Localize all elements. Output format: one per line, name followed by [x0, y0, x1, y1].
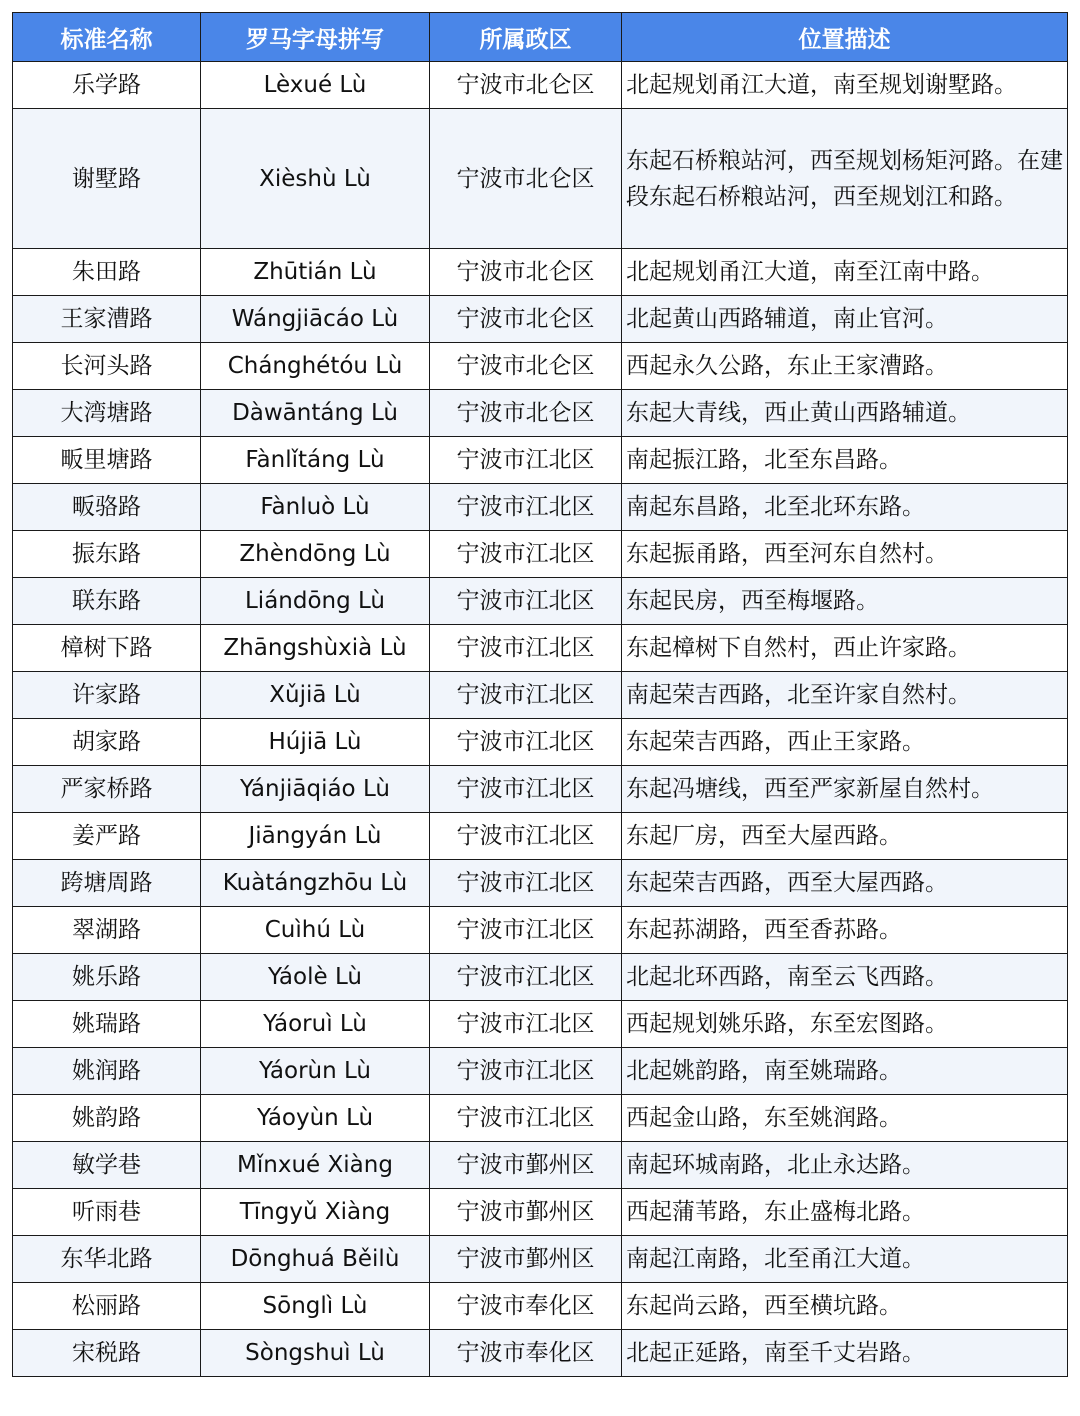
cell-standard-name[interactable]: 姚乐路: [13, 954, 201, 1001]
table-row: [13, 954, 1068, 1001]
column-header-roman-spelling[interactable]: 罗马字母拼写: [201, 13, 430, 62]
cell-district[interactable]: 宁波市江北区: [430, 813, 622, 860]
cell-roman-spelling[interactable]: Dàwāntáng Lù: [201, 390, 430, 437]
cell-district[interactable]: 宁波市江北区: [430, 625, 622, 672]
cell-standard-name[interactable]: 东华北路: [13, 1236, 201, 1283]
cell-location[interactable]: 东起民房，西至梅堰路。: [622, 578, 1068, 625]
table-row: [13, 343, 1068, 390]
cell-roman-spelling[interactable]: Zhèndōng Lù: [201, 531, 430, 578]
cell-district[interactable]: 宁波市鄞州区: [430, 1142, 622, 1189]
cell-roman-spelling[interactable]: Cuìhú Lù: [201, 907, 430, 954]
cell-roman-spelling[interactable]: Dōnghuá Běilù: [201, 1236, 430, 1283]
cell-roman-spelling[interactable]: Yánjiāqiáo Lù: [201, 766, 430, 813]
cell-roman-spelling[interactable]: Yáorùn Lù: [201, 1048, 430, 1095]
cell-standard-name[interactable]: 畈骆路: [13, 484, 201, 531]
cell-roman-spelling[interactable]: Fànlǐtáng Lù: [201, 437, 430, 484]
cell-district[interactable]: 宁波市江北区: [430, 907, 622, 954]
table-row: [13, 1048, 1068, 1095]
cell-district[interactable]: 宁波市奉化区: [430, 1330, 622, 1377]
cell-location[interactable]: 西起金山路，东至姚润路。: [622, 1095, 1068, 1142]
cell-roman-spelling[interactable]: Lèxué Lù: [201, 62, 430, 109]
table-row: [13, 1001, 1068, 1048]
cell-district[interactable]: 宁波市江北区: [430, 672, 622, 719]
cell-roman-spelling[interactable]: Tīngyǔ Xiàng: [201, 1189, 430, 1236]
table-row: [13, 672, 1068, 719]
cell-district[interactable]: 宁波市江北区: [430, 1001, 622, 1048]
cell-standard-name[interactable]: 许家路: [13, 672, 201, 719]
cell-location[interactable]: 东起厂房，西至大屋西路。: [622, 813, 1068, 860]
table-row: [13, 860, 1068, 907]
cell-standard-name[interactable]: 姚润路: [13, 1048, 201, 1095]
cell-standard-name[interactable]: 姜严路: [13, 813, 201, 860]
cell-location[interactable]: 东起振甬路，西至河东自然村。: [622, 531, 1068, 578]
cell-district[interactable]: 宁波市北仑区: [430, 390, 622, 437]
table-row: [13, 766, 1068, 813]
table-row: [13, 578, 1068, 625]
cell-roman-spelling[interactable]: Fànluò Lù: [201, 484, 430, 531]
cell-roman-spelling[interactable]: Xǔjiā Lù: [201, 672, 430, 719]
cell-standard-name[interactable]: 振东路: [13, 531, 201, 578]
cell-district[interactable]: 宁波市江北区: [430, 578, 622, 625]
table-row: [13, 249, 1068, 296]
cell-district[interactable]: 宁波市北仑区: [430, 249, 622, 296]
cell-standard-name[interactable]: 听雨巷: [13, 1189, 201, 1236]
table-row: [13, 813, 1068, 860]
cell-location[interactable]: 北起正延路，南至千丈岩路。: [622, 1330, 1068, 1377]
cell-roman-spelling[interactable]: Zhāngshùxià Lù: [201, 625, 430, 672]
cell-district[interactable]: 宁波市江北区: [430, 1095, 622, 1142]
cell-roman-spelling[interactable]: Liándōng Lù: [201, 578, 430, 625]
cell-roman-spelling[interactable]: Chánghétóu Lù: [201, 343, 430, 390]
table-row: [13, 719, 1068, 766]
cell-location[interactable]: 东起荣吉西路，西止王家路。: [622, 719, 1068, 766]
table-row: [13, 390, 1068, 437]
cell-location[interactable]: 西起规划姚乐路，东至宏图路。: [622, 1001, 1068, 1048]
table-row: [13, 625, 1068, 672]
cell-standard-name[interactable]: 谢墅路: [13, 109, 201, 249]
road-names-table: [12, 12, 1068, 1377]
column-header-standard-name[interactable]: 标准名称: [13, 13, 201, 62]
table-row: [13, 437, 1068, 484]
cell-district[interactable]: 宁波市江北区: [430, 954, 622, 1001]
cell-standard-name[interactable]: 姚韵路: [13, 1095, 201, 1142]
table-row: [13, 1095, 1068, 1142]
cell-location[interactable]: 东起石桥粮站河，西至规划杨矩河路。在建段东起石桥粮站河，西至规划江和路。: [622, 109, 1068, 249]
header-row: [13, 13, 1068, 62]
cell-standard-name[interactable]: 姚瑞路: [13, 1001, 201, 1048]
cell-roman-spelling[interactable]: Zhūtián Lù: [201, 249, 430, 296]
cell-roman-spelling[interactable]: Kuàtángzhōu Lù: [201, 860, 430, 907]
cell-standard-name[interactable]: 樟树下路: [13, 625, 201, 672]
cell-district[interactable]: 宁波市奉化区: [430, 1283, 622, 1330]
cell-standard-name[interactable]: 乐学路: [13, 62, 201, 109]
table-row: [13, 1142, 1068, 1189]
cell-roman-spelling[interactable]: Jiāngyán Lù: [201, 813, 430, 860]
cell-district[interactable]: 宁波市江北区: [430, 484, 622, 531]
cell-standard-name[interactable]: 敏学巷: [13, 1142, 201, 1189]
cell-location[interactable]: 北起北环西路，南至云飞西路。: [622, 954, 1068, 1001]
cell-location[interactable]: 北起规划甬江大道，南至江南中路。: [622, 249, 1068, 296]
table-row: [13, 1236, 1068, 1283]
cell-location[interactable]: 北起姚韵路，南至姚瑞路。: [622, 1048, 1068, 1095]
cell-standard-name[interactable]: 朱田路: [13, 249, 201, 296]
cell-location[interactable]: 东起樟树下自然村，西止许家路。: [622, 625, 1068, 672]
cell-roman-spelling[interactable]: Yáoyùn Lù: [201, 1095, 430, 1142]
cell-district[interactable]: 宁波市北仑区: [430, 343, 622, 390]
column-header-district[interactable]: 所属政区: [430, 13, 622, 62]
cell-location[interactable]: 东起尚云路，西至横坑路。: [622, 1283, 1068, 1330]
cell-standard-name[interactable]: 跨塘周路: [13, 860, 201, 907]
cell-location[interactable]: 南起东昌路，北至北环东路。: [622, 484, 1068, 531]
cell-location[interactable]: 东起冯塘线，西至严家新屋自然村。: [622, 766, 1068, 813]
cell-standard-name[interactable]: 联东路: [13, 578, 201, 625]
cell-roman-spelling[interactable]: Mǐnxué Xiàng: [201, 1142, 430, 1189]
column-header-location[interactable]: 位置描述: [622, 13, 1068, 62]
cell-roman-spelling[interactable]: Yáoruì Lù: [201, 1001, 430, 1048]
cell-location[interactable]: 南起环城南路，北止永达路。: [622, 1142, 1068, 1189]
cell-standard-name[interactable]: 胡家路: [13, 719, 201, 766]
table-row: [13, 484, 1068, 531]
table-row: [13, 1283, 1068, 1330]
cell-district[interactable]: 宁波市江北区: [430, 860, 622, 907]
cell-location[interactable]: 西起永久公路，东止王家漕路。: [622, 343, 1068, 390]
cell-district[interactable]: 宁波市江北区: [430, 531, 622, 578]
table-row: [13, 62, 1068, 109]
cell-district[interactable]: 宁波市北仑区: [430, 109, 622, 249]
cell-standard-name[interactable]: 大湾塘路: [13, 390, 201, 437]
cell-location[interactable]: 东起荣吉西路，西至大屋西路。: [622, 860, 1068, 907]
table-row: [13, 1189, 1068, 1236]
cell-roman-spelling[interactable]: Xièshù Lù: [201, 109, 430, 249]
table-row: [13, 907, 1068, 954]
cell-location[interactable]: 东起荪湖路，西至香荪路。: [622, 907, 1068, 954]
cell-roman-spelling[interactable]: Yáolè Lù: [201, 954, 430, 1001]
cell-district[interactable]: 宁波市江北区: [430, 766, 622, 813]
table-row: [13, 296, 1068, 343]
cell-location[interactable]: 北起黄山西路辅道，南止官河。: [622, 296, 1068, 343]
cell-district[interactable]: 宁波市江北区: [430, 437, 622, 484]
table-row: [13, 531, 1068, 578]
cell-standard-name[interactable]: 畈里塘路: [13, 437, 201, 484]
cell-standard-name[interactable]: 长河头路: [13, 343, 201, 390]
cell-roman-spelling[interactable]: Sòngshuì Lù: [201, 1330, 430, 1377]
cell-location[interactable]: 南起荣吉西路，北至许家自然村。: [622, 672, 1068, 719]
cell-standard-name[interactable]: 宋税路: [13, 1330, 201, 1377]
table-row: [13, 1330, 1068, 1377]
cell-district[interactable]: 宁波市北仑区: [430, 296, 622, 343]
cell-roman-spelling[interactable]: Hújiā Lù: [201, 719, 430, 766]
cell-district[interactable]: 宁波市鄞州区: [430, 1189, 622, 1236]
cell-roman-spelling[interactable]: Wángjiācáo Lù: [201, 296, 430, 343]
cell-district[interactable]: 宁波市江北区: [430, 1048, 622, 1095]
cell-standard-name[interactable]: 翠湖路: [13, 907, 201, 954]
cell-standard-name[interactable]: 松丽路: [13, 1283, 201, 1330]
cell-location[interactable]: 东起大青线，西止黄山西路辅道。: [622, 390, 1068, 437]
cell-district[interactable]: 宁波市鄞州区: [430, 1236, 622, 1283]
cell-roman-spelling[interactable]: Sōnglì Lù: [201, 1283, 430, 1330]
table-row: [13, 109, 1068, 249]
cell-location[interactable]: 西起蒲苇路，东止盛梅北路。: [622, 1189, 1068, 1236]
cell-location[interactable]: 南起振江路，北至东昌路。: [622, 437, 1068, 484]
cell-district[interactable]: 宁波市江北区: [430, 719, 622, 766]
cell-standard-name[interactable]: 严家桥路: [13, 766, 201, 813]
cell-location[interactable]: 南起江南路，北至甬江大道。: [622, 1236, 1068, 1283]
cell-standard-name[interactable]: 王家漕路: [13, 296, 201, 343]
cell-district[interactable]: 宁波市北仑区: [430, 62, 622, 109]
cell-location[interactable]: 北起规划甬江大道，南至规划谢墅路。: [622, 62, 1068, 109]
